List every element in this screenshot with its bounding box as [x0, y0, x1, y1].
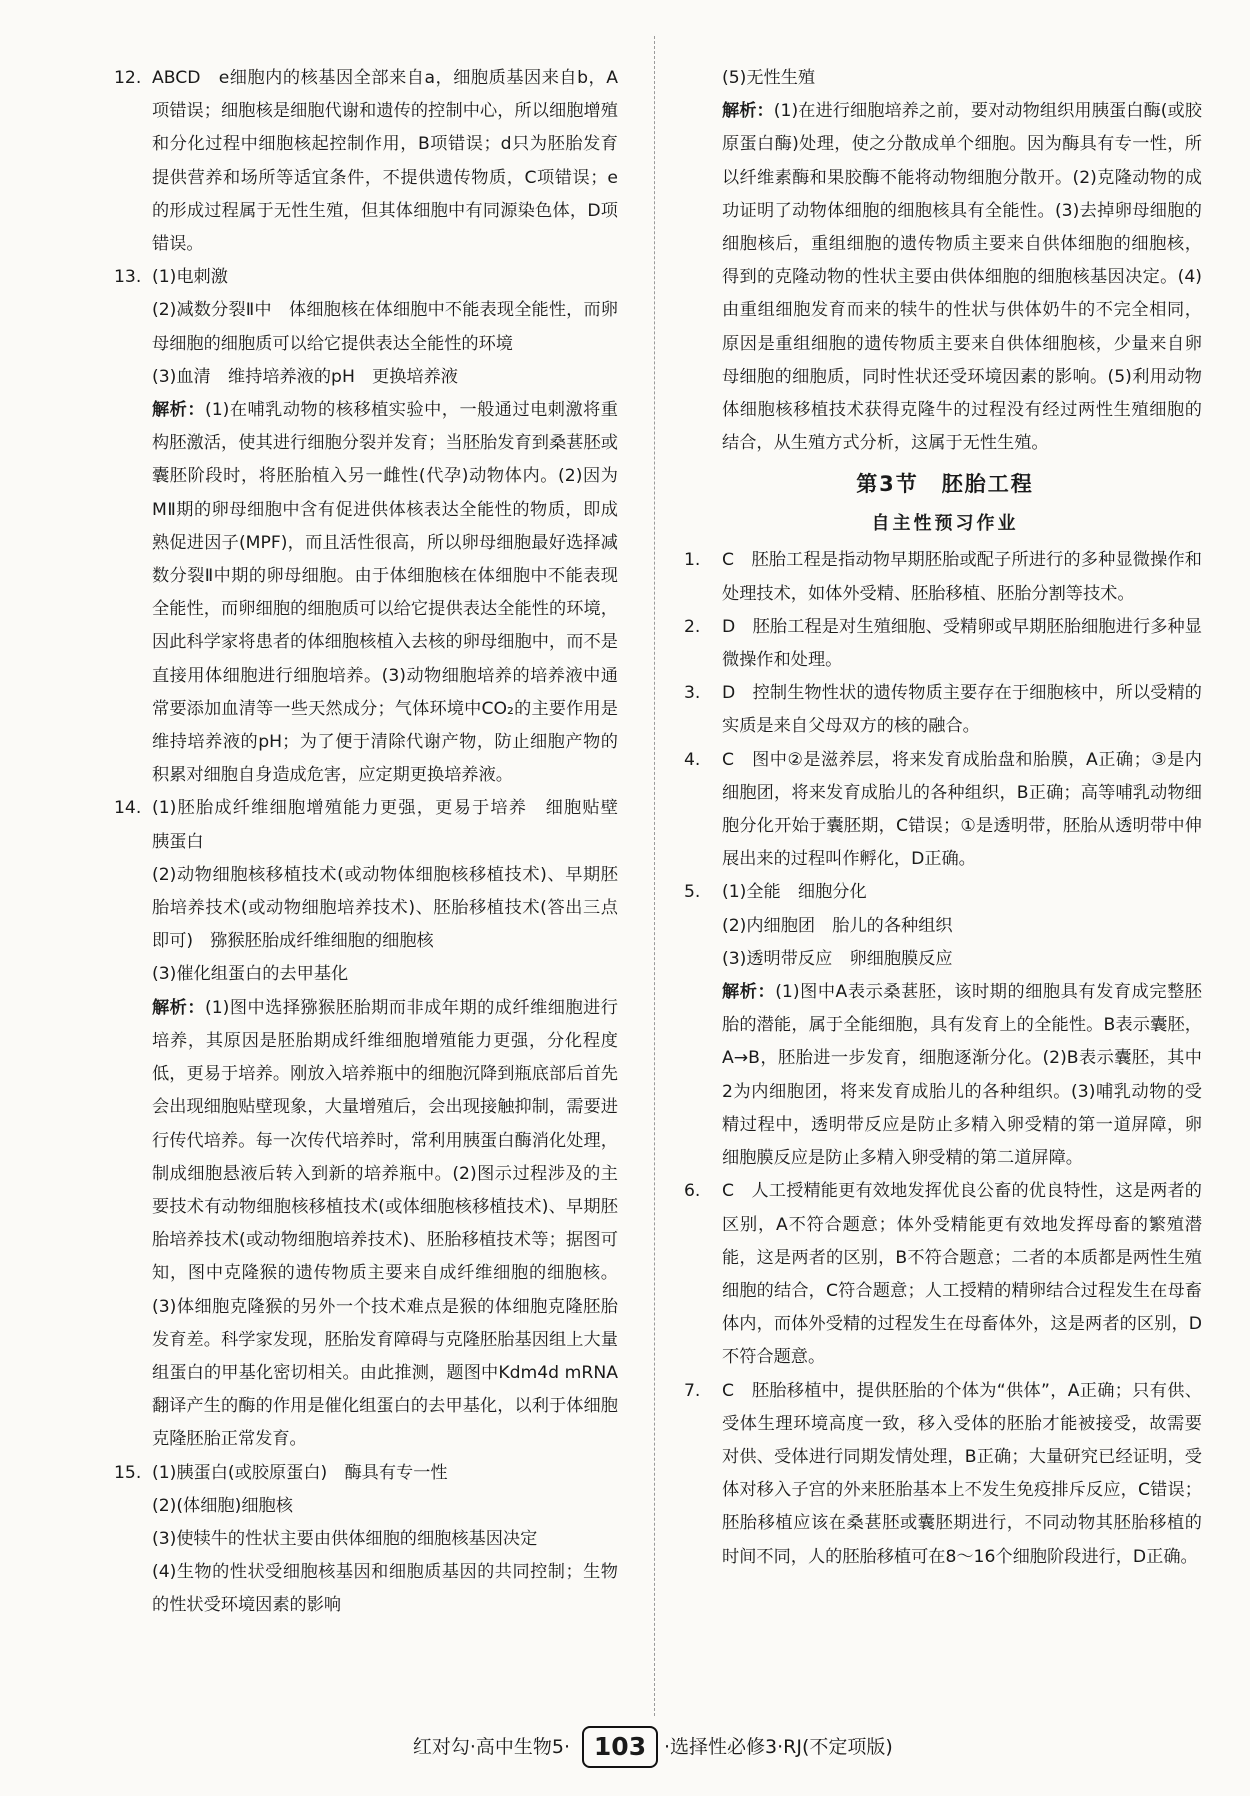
answer-part-2: (2)减数分裂Ⅱ中 体细胞核在体细胞中不能表现全能性，而卵母细胞的细胞质可以给它提供表达全能性的环境 [152, 300, 618, 354]
analysis-text: (1)图中选择猕猴胚胎期而非成年期的成纤维细胞进行培养，其原因是胚胎期成纤维细胞增殖能力更强，分化程度低，更易于培养。刚放入培养瓶中的细胞沉降到瓶底部后首先会出现细胞贴壁现象，大量增殖后，会出现接触抑制，需要进行传代培养。每一次传代培养时，常利用胰蛋白酶消化处理，制成细胞悬液后转入到新的培养瓶中。(2)图示过程涉及的主要技术有动物细胞核移植技术(或体细胞核移植技术)、早期胚胎培养技术(或动物细胞培养技术)、胚胎移植技术等；据图可知，图中克隆猴的遗传物质主要来自成纤维细胞的细胞核。(3)体细胞克隆猴的另外一个技术难点是猴的体细胞克隆胚胎发育差。科学家发现，胚胎发育障碍与克隆胚胎基因组上大量组蛋白的甲基化密切相关。由此推测，题图中Kdm4d mRNA翻译产生的酶的作用是催化组蛋白的去甲基化，以利于体细胞克隆胚胎正常发育。 [152, 997, 618, 1450]
answer-4 [684, 744, 1202, 877]
left-column [114, 62, 636, 1623]
answer-text: D 胚胎工程是对生殖细胞、受精卵或早期胚胎细胞进行多种显微操作和处理。 [722, 616, 1202, 671]
footer-edition: ·选择性必修3·RJ(不定项版) [664, 1736, 893, 1758]
analysis [722, 95, 1202, 460]
answer-text: C 人工授精能更有效地发挥优良公畜的优良特性，这是两者的区别，A不符合题意；体外受精能更有效地发挥母畜的繁殖潜能，这是两者的区别，B不符合题意；二者的本质都是两性生殖细胞的结合，C符合题意；人工授精的精卵结合过程发生在母畜体内，而体外受精的过程发生在母畜体外，这是两者的区别，D不符合题意。 [722, 1181, 1202, 1368]
answer-text: C 胚胎工程是指动物早期胚胎或配子所进行的多种显微操作和处理技术，如体外受精、胚胎移植、胚胎分割等技术。 [722, 550, 1202, 604]
question-number: 4. [684, 749, 701, 770]
analysis-label: 解析： [722, 982, 776, 1003]
page-number: 103 [582, 1726, 658, 1768]
footer-book-title: 红对勾·高中生物5· [412, 1736, 570, 1758]
analysis-label: 解析： [722, 101, 774, 122]
analysis-label: 解析： [152, 997, 205, 1018]
answer-text: D 控制生物性状的遗传物质主要存在于细胞核中，所以受精的实质是来自父母双方的核的融合。 [722, 683, 1202, 737]
answer-15-continued [688, 62, 1202, 460]
answer-part-2: (2)(体细胞)细胞核 [152, 1495, 293, 1516]
answer-part-3: (3)血清 维持培养液的pH 更换培养液 [152, 366, 458, 387]
question-number: 1. [684, 550, 701, 571]
question-number: 7. [684, 1380, 701, 1401]
answer-text: ABCD e细胞内的核基因全部来自a，细胞质基因来自b，A项错误；细胞核是细胞代谢和遗传的控制中心，所以细胞增殖和分化过程中细胞核起控制作用，B项错误；d只为胚胎发育提供营养和场所等适宜条件，不提供遗传物质，C项错误；e的形成过程属于无性生殖，但其体细胞中有同源染色体，D项错误。 [152, 68, 618, 255]
answer-text: C 胚胎移植中，提供胚胎的个体为“供体”，A正确；只有供、受体生理环境高度一致，移入受体的胚胎才能被接受，故需要对供、受体进行同期发情处理，B正确；大量研究已经证明，受体对移入子宫的外来胚胎基本上不发生免疫排斥反应，C错误；胚胎移植应该在桑葚胚或囊胚期进行，不同动物其胚胎移植的时间不同，人的胚胎移植可在8～16个细胞阶段进行，D正确。 [722, 1380, 1202, 1567]
page-footer [0, 1726, 1250, 1766]
answer-part-2: (2)内细胞团 胎儿的各种组织 [722, 915, 953, 936]
answer-1 [684, 544, 1202, 610]
answer-part-1: (1)胰蛋白(或胶原蛋白) 酶具有专一性 [152, 1462, 448, 1483]
column-divider [654, 36, 655, 1716]
answer-12 [114, 62, 618, 261]
question-number: 12. [114, 68, 142, 88]
analysis-label: 解析： [152, 400, 205, 421]
question-number: 3. [684, 683, 701, 704]
answer-7 [684, 1375, 1202, 1574]
question-number: 6. [684, 1181, 701, 1202]
analysis [722, 976, 1202, 1175]
answer-part-1: (1)电刺激 [152, 267, 228, 288]
answer-5 [684, 876, 1202, 1175]
answer-part-4: (4)生物的性状受细胞核基因和细胞质基因的共同控制；生物的性状受环境因素的影响 [152, 1562, 618, 1616]
analysis [152, 992, 618, 1457]
answer-part-2: (2)动物细胞核移植技术(或动物体细胞核移植技术)、早期胚胎培养技术(或动物细胞培养技术)、胚胎移植技术(答出三点即可) 猕猴胚胎成纤维细胞的细胞核 [152, 864, 618, 952]
question-number: 14. [114, 798, 142, 819]
answer-text: C 图中②是滋养层，将来发育成胎盘和胎膜，A正确；③是内细胞团，将来发育成胎儿的各种组织，B正确；高等哺乳动物细胞分化开始于囊胚期，C错误；①是透明带，胚胎从透明带中伸展出来的过程叫作孵化，D正确。 [722, 749, 1202, 870]
section-subtitle: 自主性预习作业 [871, 513, 1019, 535]
answer-part-3: (3)透明带反应 卵细胞膜反应 [722, 948, 953, 969]
answer-part-1: (1)全能 细胞分化 [722, 882, 867, 903]
right-column [684, 62, 1202, 1574]
question-number: 5. [684, 882, 701, 903]
question-number: 2. [684, 616, 701, 637]
answer-3 [684, 677, 1202, 743]
answer-15 [114, 1457, 618, 1623]
analysis-text: (1)在进行细胞培养之前，要对动物组织用胰蛋白酶(或胶原蛋白酶)处理，使之分散成单个细胞。因为酶具有专一性，所以纤维素酶和果胶酶不能将动物细胞分散开。(2)克隆动物的成功证明了动物体细胞的细胞核具有全能性。(3)去掉卵母细胞的细胞核后，重组细胞的遗传物质主要来自供体细胞的细胞核，得到的克隆动物的性状主要由供体细胞的细胞核基因决定。(4)由重组细胞发育而来的犊牛的性状与供体奶牛的不完全相同，原因是重组细胞的遗传物质主要来自供体细胞核，少量来自卵母细胞的细胞质，同时性状还受环境因素的影响。(5)利用动物体细胞核移植技术获得克隆牛的过程没有经过两性生殖细胞的结合，从生殖方式分析，这属于无性生殖。 [722, 101, 1202, 454]
answer-part-3: (3)催化组蛋白的去甲基化 [152, 964, 349, 985]
analysis-text: (1)在哺乳动物的核移植实验中，一般通过电刺激将重构胚激活，使其进行细胞分裂并发育；当胚胎发育到桑葚胚或囊胚阶段时，将胚胎植入另一雌性(代孕)动物体内。(2)因为MⅡ期的卵母细胞中含有促进供体核表达全能性的物质，即成熟促进因子(MPF)，而且活性很高，所以卵母细胞最好选择减数分裂Ⅱ中期的卵母细胞。由于体细胞核在体细胞中不能表现全能性，而卵细胞的细胞质可以给它提供表达全能性的环境，因此科学家将患者的体细胞核植入去核的卵母细胞中，而不是直接用体细胞进行细胞培养。(3)动物细胞培养的培养液中通常要添加血清等一些天然成分；气体环境中CO₂的主要作用是维持培养液的pH；为了便于清除代谢产物，防止细胞产物的积累对细胞自身造成危害，应定期更换培养液。 [152, 400, 618, 786]
analysis-text: (1)图中A表示桑葚胚，该时期的细胞具有发育成完整胚胎的潜能，属于全能细胞，具有发育上的全能性。B表示囊胚，A→B，胚胎进一步发育，细胞逐渐分化。(2)B表示囊胚，其中2为内细胞团，将来发育成胎儿的各种组织。(3)哺乳动物的受精过程中，透明带反应是防止多精入卵受精的第一道屏障，卵细胞膜反应是防止多精入卵受精的第二道屏障。 [722, 982, 1202, 1169]
section-title: 第3节 胚胎工程 [856, 472, 1034, 497]
answer-part-5: (5)无性生殖 [722, 68, 816, 88]
question-number: 15. [114, 1462, 142, 1483]
answer-part-3: (3)使犊牛的性状主要由供体细胞的细胞核基因决定 [152, 1528, 538, 1549]
answer-13 [114, 261, 618, 792]
answer-2 [684, 611, 1202, 677]
answer-6 [684, 1175, 1202, 1374]
answer-part-1: (1)胚胎成纤维细胞增殖能力更强，更易于培养 细胞贴壁 胰蛋白 [152, 798, 636, 852]
analysis [152, 394, 618, 792]
question-number: 13. [114, 267, 142, 288]
answer-14 [114, 792, 636, 1456]
